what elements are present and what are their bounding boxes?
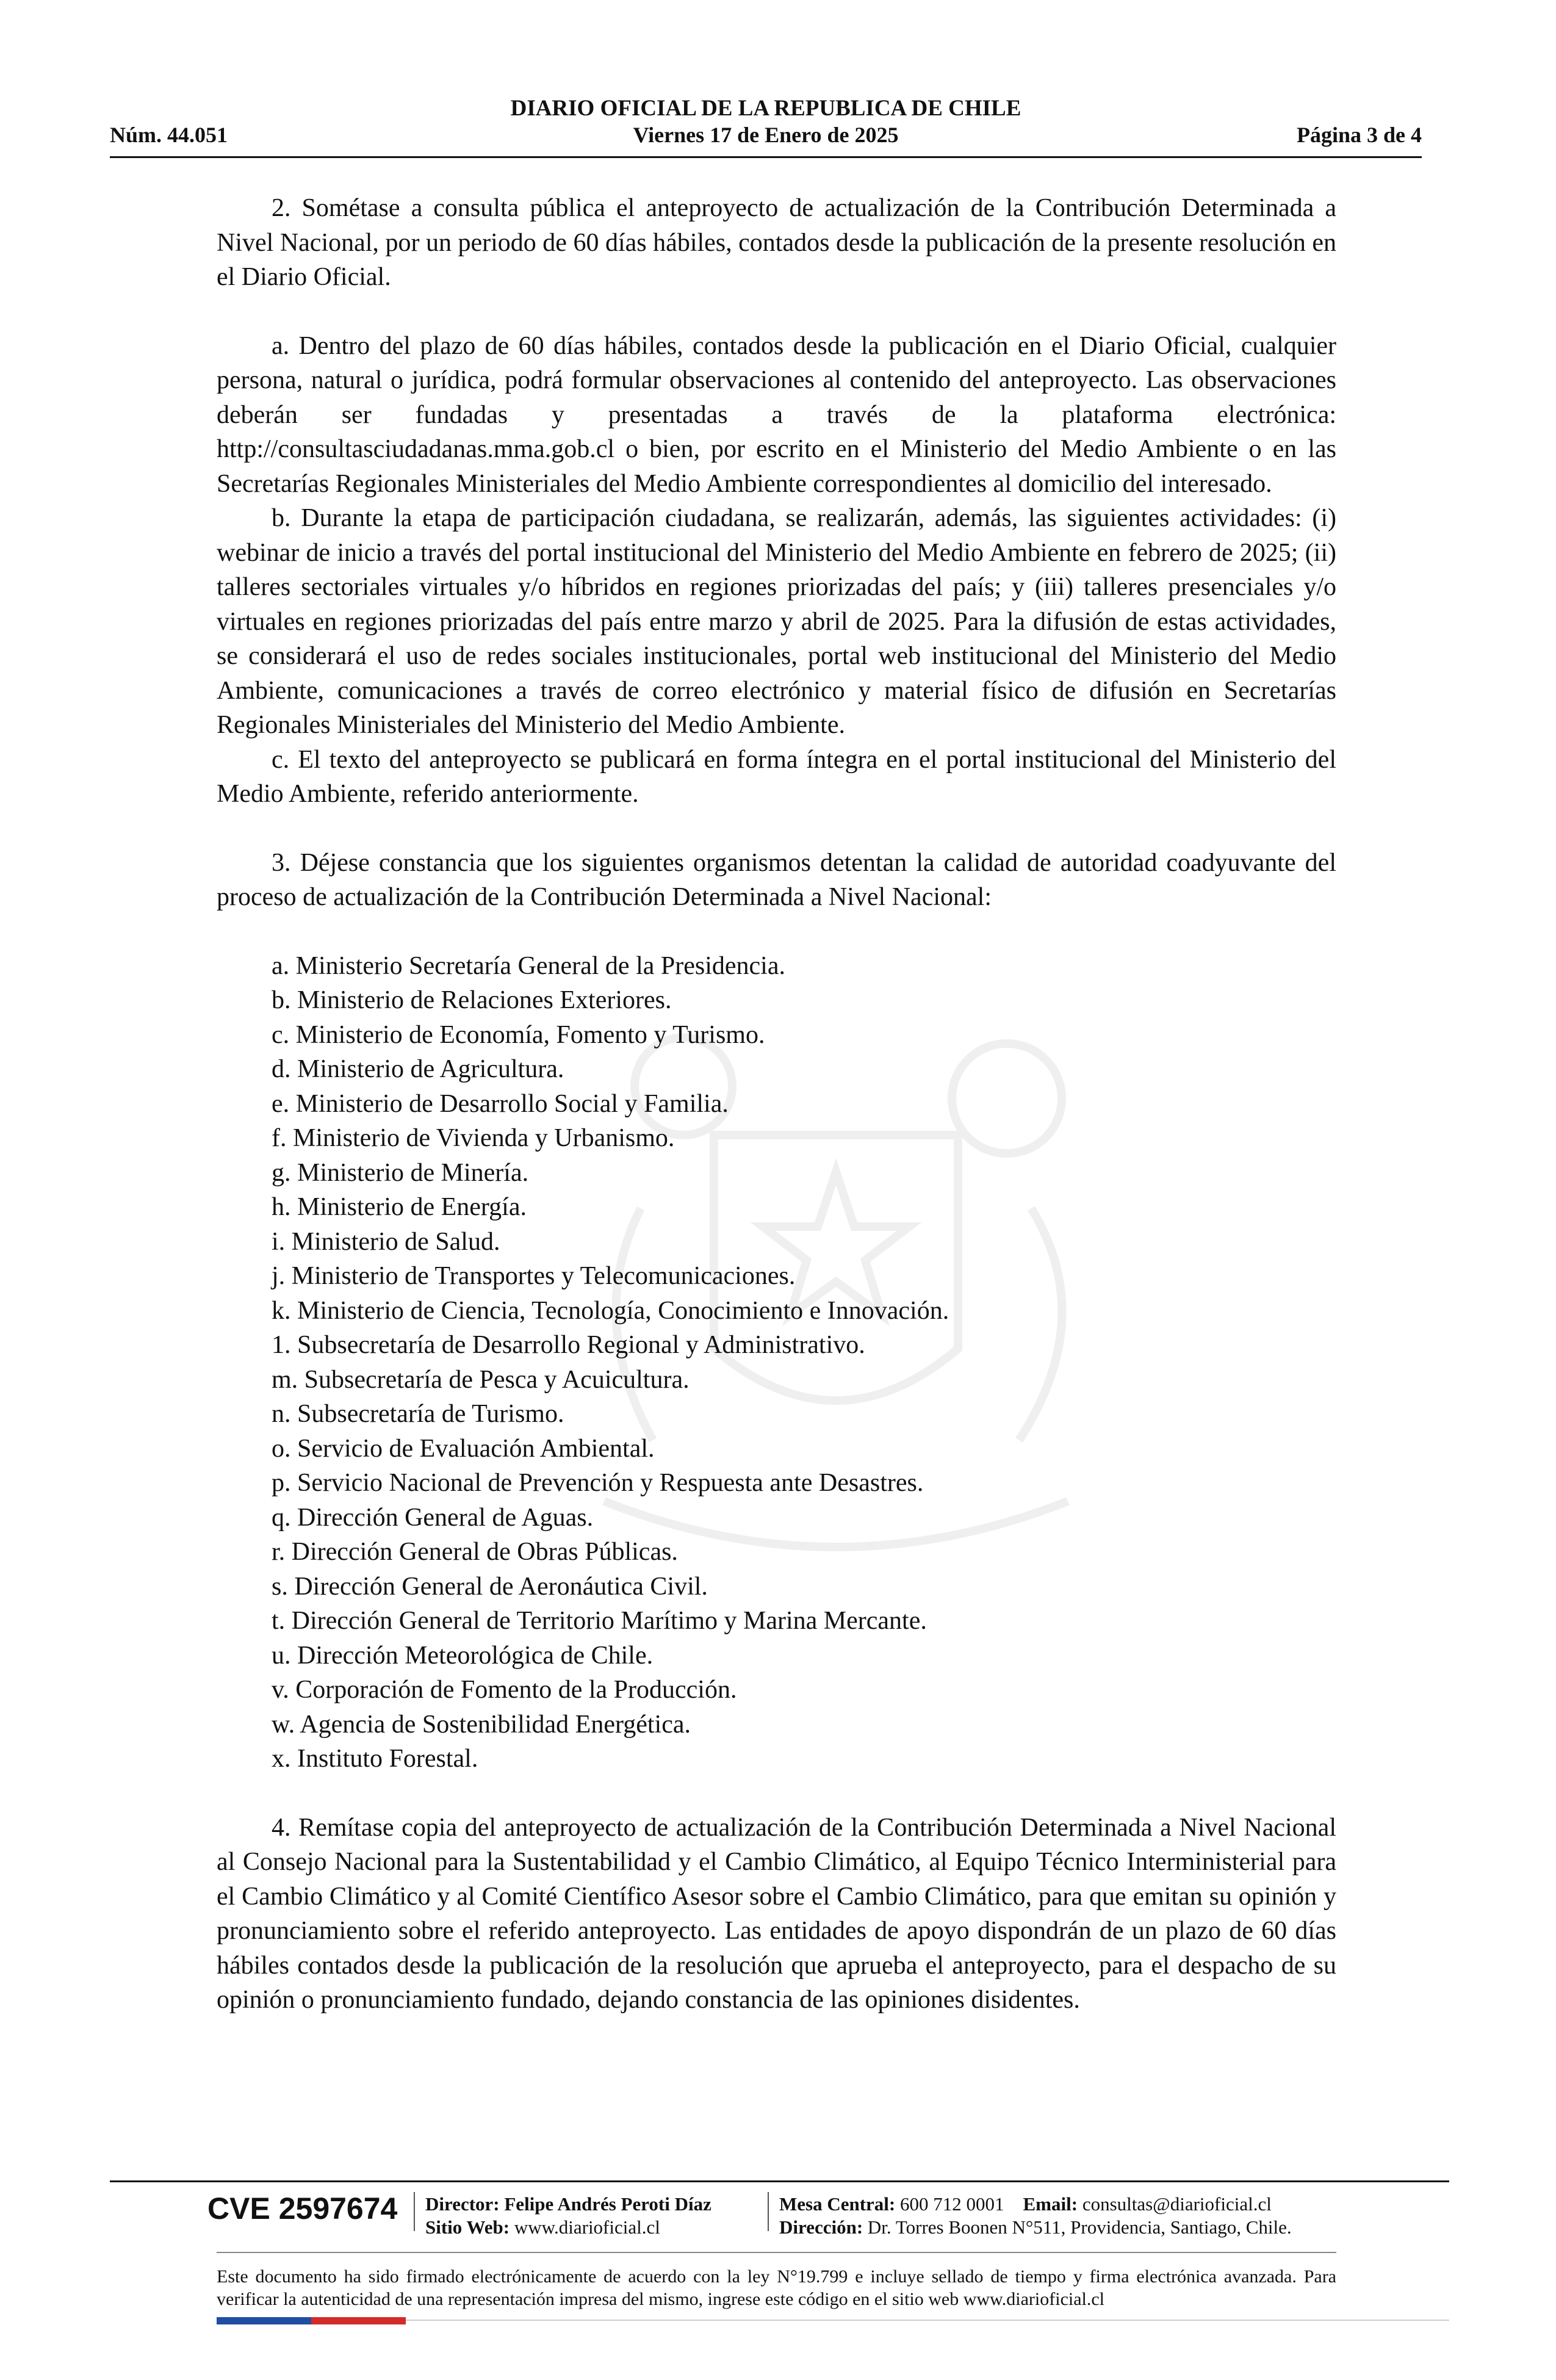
list-item: w. Agencia de Sostenibilidad Energética.	[272, 1710, 691, 1739]
header-divider	[110, 156, 1422, 158]
footer-inner-divider	[217, 2252, 1336, 2253]
address-label: Dirección:	[779, 2216, 863, 2238]
issue-number: Núm. 44.051	[110, 123, 228, 147]
cve-code: CVE 2597674	[207, 2191, 398, 2226]
paragraph-3: 3. Déjese constancia que los siguientes organismos detentan la calidad de autoridad coadyuvante del proceso de actualización de la Contribución Determinada a Nivel Nacional:	[217, 848, 1336, 911]
list-item: e. Ministerio de Desarrollo Social y Familia.	[272, 1089, 729, 1118]
mesa-phone: 600 712 0001	[900, 2193, 1004, 2215]
list-item: n. Subsecretaría de Turismo.	[272, 1400, 564, 1428]
paragraph-2b: b. Durante la etapa de participación ciudadana, se realizarán, además, las siguientes actividades: (i) webinar de inicio a través del portal institucional del Ministerio del Medio Ambiente en febrero de 2025; (ii) talleres sectoriales virtuales y/o híbridos en regiones priorizadas del país; y (iii) talleres presenciales y/o virtuales en regiones priorizadas del país entre marzo y abril de 2025. Para la difusión de estas actividades, se considerará el uso de redes sociales institucionales, portal web institucional del Ministerio del Medio Ambiente, comunicaciones a través de correo electrónico y material físico de difusión en Secretarías Regionales Ministeriales del Ministerio del Medio Ambiente.	[217, 504, 1336, 739]
list-item: i. Ministerio de Salud.	[272, 1227, 500, 1256]
authorities-list	[217, 949, 1336, 1776]
paragraph-2a: a. Dentro del plazo de 60 días hábiles, contados desde la publicación en el Diario Oficial, cualquier persona, natural o jurídica, podrá formular observaciones al contenido del anteproyecto. Las observaciones deberán ser fundadas y presentadas a través de la plataforma electrónica: http://consultasciudadanas.mma.gob.cl o bien, por escrito en el Ministerio del Medio Ambiente o en las Secretarías Regionales Ministeriales del Medio Ambiente correspondientes al domicilio del interesado.	[217, 331, 1336, 498]
list-item: x. Instituto Forestal.	[272, 1745, 478, 1773]
page-header	[110, 92, 1422, 159]
address-value: Dr. Torres Boonen N°511, Providencia, Santiago, Chile.	[867, 2216, 1292, 2238]
list-item: t. Dirección General de Territorio Marítimo y Marina Mercante.	[272, 1607, 927, 1635]
page-indicator: Página 3 de 4	[1296, 123, 1422, 147]
list-item: s. Dirección General de Aeronáutica Civil.	[272, 1572, 708, 1601]
list-item: j. Ministerio de Transportes y Telecomunicaciones.	[272, 1262, 796, 1290]
list-item: v. Corporación de Fomento de la Producción.	[272, 1676, 737, 1704]
email-link[interactable]: consultas@diarioficial.cl	[1082, 2193, 1272, 2215]
paragraph-2c: c. El texto del anteproyecto se publicará en forma íntegra en el portal institucional del Ministerio del Medio Ambiente, referido anteriormente.	[217, 745, 1336, 808]
paragraph-4: 4. Remítase copia del anteproyecto de actualización de la Contribución Determinada a Nivel Nacional al Consejo Nacional para la Sustentabilidad y el Cambio Climático, al Equipo Técnico Interministerial para el Cambio Climático y al Comité Científico Asesor sobre el Cambio Climático, para que emitan su opinión y pronunciamiento sobre el referido anteproyecto. Las entidades de apoyo dispondrán de un plazo de 60 días hábiles contados desde la publicación de la resolución que aprueba el anteproyecto, para el despacho de su opinión o pronunciamiento fundado, dejando constancia de las opiniones disidentes.	[217, 1813, 1336, 2014]
newspaper-title: DIARIO OFICIAL DE LA REPUBLICA DE CHILE	[510, 96, 1021, 121]
issue-date: Viernes 17 de Enero de 2025	[633, 123, 899, 147]
list-item: c. Ministerio de Economía, Fomento y Turismo.	[272, 1020, 765, 1049]
paragraph-2: 2. Sométase a consulta pública el anteproyecto de actualización de la Contribución Determinada a Nivel Nacional, por un periodo de 60 días hábiles, contados desde la publicación de la presente resolución en el Diario Oficial.	[217, 194, 1336, 291]
flag-stripe-red	[311, 2317, 406, 2324]
list-item: m. Subsecretaría de Pesca y Acuicultura.	[272, 1365, 690, 1394]
document-body	[217, 191, 1336, 2018]
list-item: u. Dirección Meteorológica de Chile.	[272, 1641, 654, 1670]
email-label: Email:	[1023, 2193, 1078, 2215]
list-item: f. Ministerio de Vivienda y Urbanismo.	[272, 1124, 675, 1152]
footer-separator	[768, 2192, 769, 2231]
bottom-divider	[406, 2320, 1449, 2321]
footer-director-block	[425, 2193, 711, 2239]
legal-notice: Este documento ha sido firmado electrónicamente de acuerdo con la ley N°19.799 e incluye sellado de tiempo y firma electrónica avanzada. Para verificar la autenticidad de una representación impresa del mismo, ingrese este código en el sitio web www.diarioficial.cl	[217, 2266, 1336, 2309]
footer-separator	[414, 2192, 415, 2231]
list-item: r. Dirección General de Obras Públicas.	[272, 1538, 678, 1566]
list-item: b. Ministerio de Relaciones Exteriores.	[272, 986, 672, 1014]
footer-contact-block	[779, 2193, 1292, 2239]
list-item: a. Ministerio Secretaría General de la Presidencia.	[272, 951, 785, 980]
list-item: k. Ministerio de Ciencia, Tecnología, Conocimiento e Innovación.	[272, 1296, 949, 1325]
website-label: Sitio Web:	[425, 2216, 510, 2238]
list-item: h. Ministerio de Energía.	[272, 1193, 527, 1221]
flag-stripe-blue	[217, 2317, 311, 2324]
footer-divider	[110, 2180, 1449, 2182]
mesa-label: Mesa Central:	[779, 2193, 896, 2215]
list-item: 1. Subsecretaría de Desarrollo Regional y Administrativo.	[272, 1331, 865, 1359]
director-name: Felipe Andrés Peroti Díaz	[504, 2193, 711, 2215]
director-label: Director:	[425, 2193, 500, 2215]
list-item: q. Dirección General de Aguas.	[272, 1503, 594, 1532]
list-item: d. Ministerio de Agricultura.	[272, 1055, 564, 1083]
list-item: o. Servicio de Evaluación Ambiental.	[272, 1434, 655, 1463]
website-link[interactable]: www.diarioficial.cl	[514, 2216, 660, 2238]
list-item: g. Ministerio de Minería.	[272, 1158, 529, 1187]
list-item: p. Servicio Nacional de Prevención y Respuesta ante Desastres.	[272, 1469, 924, 1497]
